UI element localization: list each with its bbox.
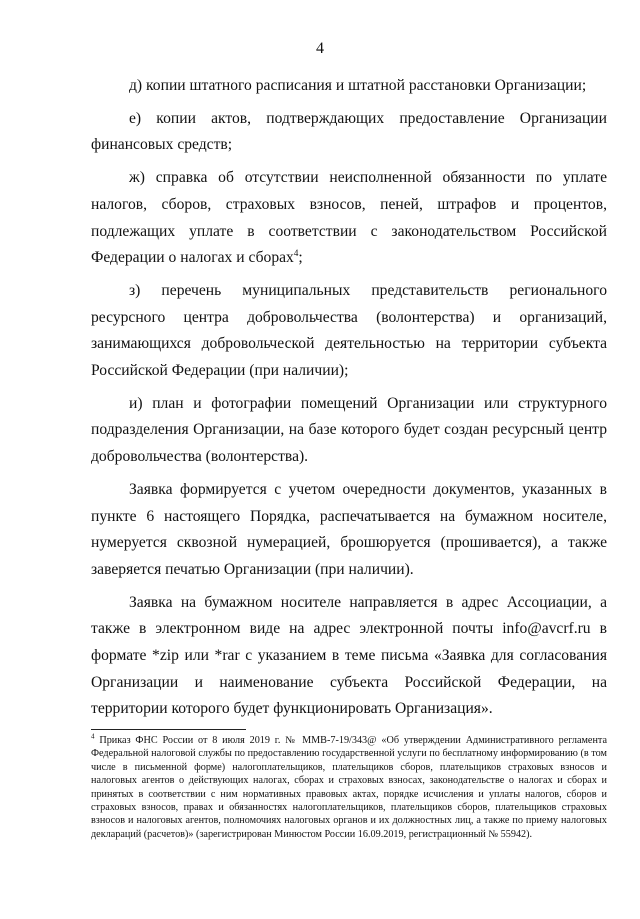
paragraph-i xyxy=(91,391,607,471)
footnote-reference: 4 xyxy=(293,248,299,259)
footnote-mark: 4 xyxy=(91,732,95,741)
paragraph-zh xyxy=(91,165,607,272)
paragraph-application-sending xyxy=(91,590,607,724)
paragraph-application-formation xyxy=(91,477,607,584)
footnote xyxy=(91,734,607,841)
page-number: 4 xyxy=(316,40,324,57)
paragraph-z xyxy=(91,278,607,385)
document-body xyxy=(91,73,607,729)
paragraph-text: и) план и фотографии помещений Организации или структурного подразделения Организации, на базе которого будет создан ресурсный центр добровольчества (волонтерства). xyxy=(91,394,607,466)
paragraph-text: з) перечень муниципальных представительств регионального ресурсного центра добровольчества (волонтерства) и организаций, занимающихся добровольческой деятельностью на территории субъекта Российской Федерации (при наличии); xyxy=(91,281,607,380)
paragraph-text-end: ; xyxy=(298,249,303,267)
paragraph-text: е) копии актов, подтверждающих предоставление Организации финансовых средств; xyxy=(91,109,607,154)
footnote-divider xyxy=(91,729,246,730)
paragraph-d xyxy=(91,73,607,100)
paragraph-text: Заявка на бумажном носителе направляется в адрес Ассоциации, а также в электронном виде на адрес электронной почты info@avcrf.ru в формате *zip или *rar с указанием в теме письма «Заявка для согласования Организации и наименование субъекта Российской Федерации, на территории которого будет функционировать Организация». xyxy=(91,593,607,718)
paragraph-text: ж) справка об отсутствии неисполненной обязанности по уплате налогов, сборов, страховых взносов, пеней, штрафов и процентов, подлежащих уплате в соответствии с законодательством Российской Федерации о налогах и сборах xyxy=(91,169,607,267)
paragraph-text: Заявка формируется с учетом очередности документов, указанных в пункте 6 настоящего Порядка, распечатывается на бумажном носителе, нумеруется сквозной нумерацией, брошюруется (прошивается), а также заверяется печатью Организации (при наличии). xyxy=(91,480,607,578)
paragraph-e xyxy=(91,106,607,159)
footnote-text: Приказ ФНС России от 8 июля 2019 г. № ММВ-7-19/343@ «Об утверждении Административного регламента Федеральной налоговой службы по предоставлению государственной услуги по бесплатному информированию (в том числе в письменной форме) налогоплательщиков, плательщиков сборов, плательщиков страховых взносов и налоговых агентов о действующих налогах, сборах и страховых взносах, законодательстве о налогах и сборах и принятых в соответствии с ним нормативных правовых актах, порядке исчисления и уплаты налогов, сборов и страховых взносов, правах и обязанностях налогоплательщиков, плательщиков сборов, плательщиков страховых взносов и налоговых агентов, полномочиях налоговых органов и их должностных лиц, а также по приему налоговых деклараций (расчетов)» (зарегистрирован Минюстом России 16.09.2019, регистрационный № 55942). xyxy=(91,735,607,840)
paragraph-text: д) копии штатного расписания и штатной расстановки Организации; xyxy=(129,77,587,94)
